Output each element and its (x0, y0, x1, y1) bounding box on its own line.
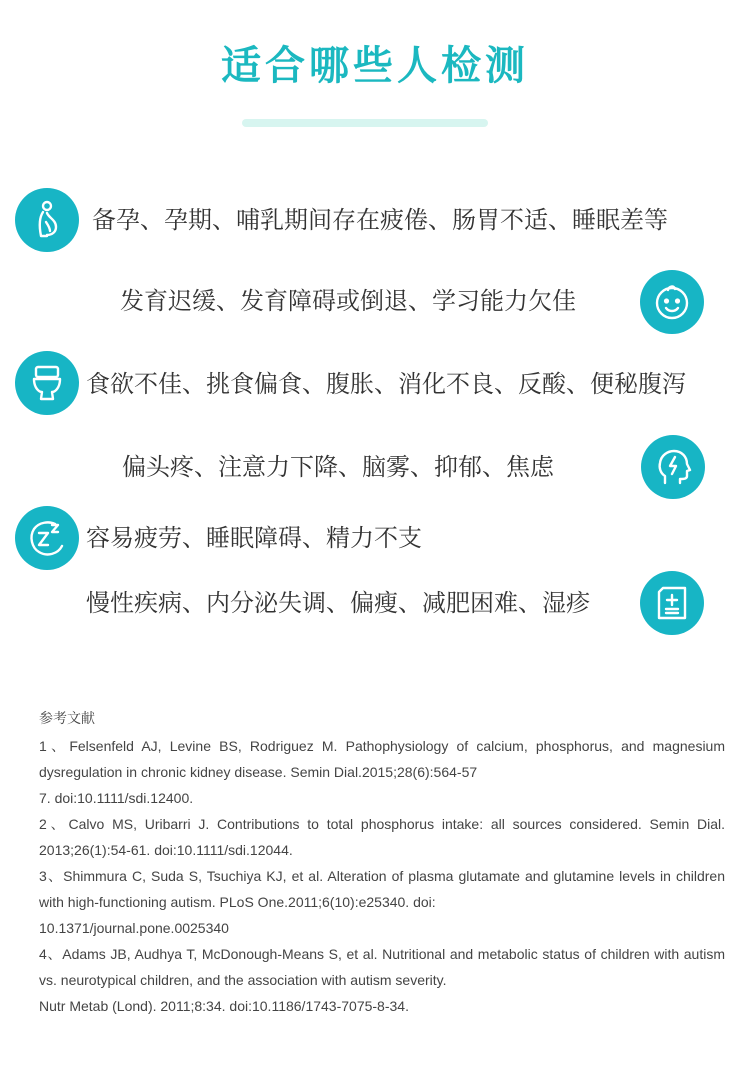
reference-line: 3、Shimmura C, Suda S, Tsuchiya KJ, et al. Alteration of plasma glutamate and glutamine levels in children with high-functioning autism. PLoS One.2011;6(10):e25340. doi: (39, 868, 725, 910)
page-title: 适合哪些人检测 (221, 43, 529, 89)
row-text-fatigue: 容易疲劳、睡眠障碍、精力不支 (86, 524, 422, 552)
row-text-pregnancy: 备孕、孕期、哺乳期间存在疲倦、肠胃不适、睡眠差等 (92, 206, 668, 234)
head-lightning-icon (641, 435, 705, 499)
row-text-mental: 偏头疼、注意力下降、脑雾、抑郁、焦虑 (122, 453, 554, 481)
reference-line: 7. doi:10.1111/sdi.12400. (39, 790, 194, 806)
baby-face-icon (640, 270, 704, 334)
reference-line: Nutr Metab (Lond). 2011;8:34. doi:10.1186/1743-7075-8-34. (39, 998, 409, 1014)
medical-chart-icon (640, 571, 704, 635)
reference-line: 10.1371/journal.pone.0025340 (39, 920, 229, 936)
references-heading: 参考文献 (39, 711, 95, 727)
title-underline (242, 119, 488, 127)
reference-line: 2、Calvo MS, Uribarri J. Contributions to total phosphorus intake: all sources considered. Semin Dial. 2013;26(1):54-61. doi:10.1111/sdi.12044. (39, 816, 725, 858)
sleep-zz-icon (15, 506, 79, 570)
row-text-digestion: 食欲不佳、挑食偏食、腹胀、消化不良、反酸、便秘腹泻 (86, 370, 686, 398)
pregnant-woman-icon (15, 188, 79, 252)
toilet-icon (15, 351, 79, 415)
reference-line: 4、Adams JB, Audhya T, McDonough-Means S, et al. Nutritional and metabolic status of children with autism vs. neurotypical children, and the association with autism severity. (39, 946, 725, 988)
references-list (39, 733, 725, 1019)
row-text-development: 发育迟缓、发育障碍或倒退、学习能力欠佳 (120, 287, 576, 315)
reference-line: 1、Felsenfeld AJ, Levine BS, Rodriguez M. Pathophysiology of calcium, phosphorus, and magnesium dysregulation in chronic kidney disease. Semin Dial.2015;28(6):564-57 (39, 738, 725, 780)
row-text-chronic: 慢性疾病、内分泌失调、偏瘦、减肥困难、湿疹 (86, 589, 590, 617)
